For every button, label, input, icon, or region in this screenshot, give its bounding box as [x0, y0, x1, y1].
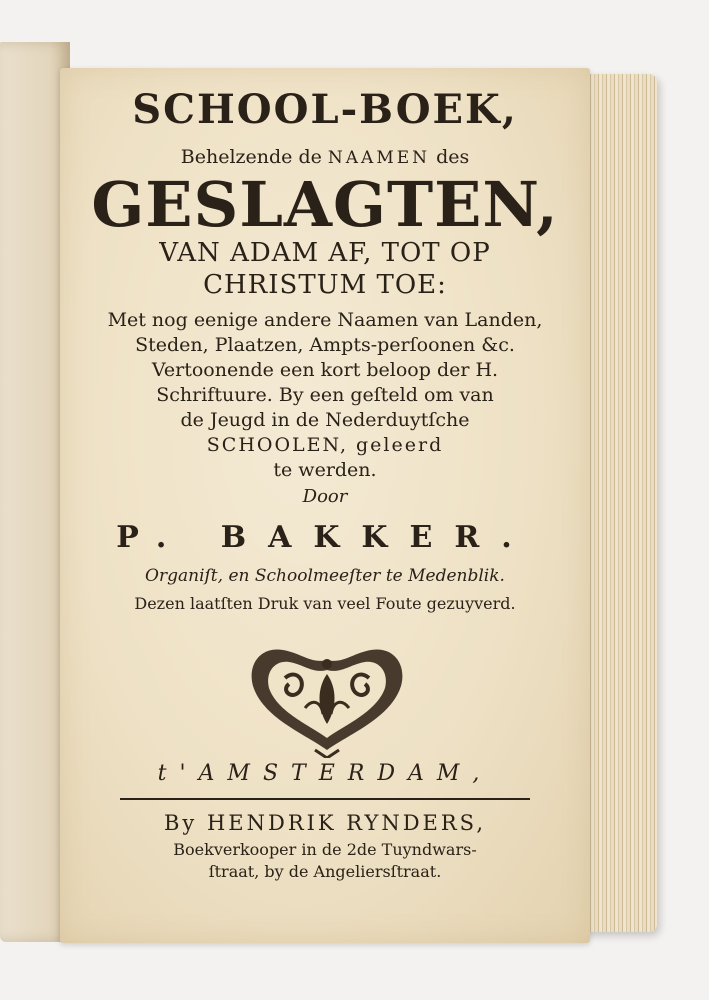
author-name: P. BAKKER. [116, 520, 534, 555]
adam-line-2: CHRISTUM TOE: [203, 270, 447, 300]
adam-line-1: VAN ADAM AF, TOT OP [159, 238, 491, 268]
description-line: Met nog eenige andere Naamen van Landen, [107, 309, 543, 331]
description-line: Vertoonende een kort beloop der H. [151, 359, 499, 381]
door-label: Door [302, 486, 348, 507]
subtitle-caps: NAAMEN [327, 148, 431, 168]
edition-note: Dezen laatſten Druk van veel Foute gezuyverd. [134, 594, 516, 613]
description-line: Schriftuure. By een geſteld om van [156, 384, 494, 406]
description-line: SCHOOLEN, geleerd [206, 434, 444, 456]
subtitle-prefix: Behelzende de [180, 146, 322, 168]
description-line: te werden. [273, 459, 377, 481]
description-block [90, 308, 560, 483]
book-title: SCHOOL-BOEK, [132, 86, 518, 133]
divider-rule [120, 798, 530, 800]
publisher-address-1: Boekverkooper in de 2de Tuyndwars- [173, 840, 477, 859]
book-subtitle [60, 146, 590, 168]
publisher-address-2: ſtraat, by de Angeliersſtraat. [208, 862, 442, 881]
description-line: de Jeugd in de Nederduytſche [180, 409, 470, 431]
main-word: GESLAGTEN, [91, 168, 559, 241]
author-role: Organiſt, en Schoolmeeſter te Medenblik. [145, 566, 505, 586]
city-name: t'AMSTERDAM, [157, 761, 493, 786]
floral-vignette-icon [245, 638, 410, 758]
subtitle-suffix: des [436, 146, 470, 168]
publisher-line: By HENDRIK RYNDERS, [164, 811, 486, 835]
description-line: Steden, Plaatzen, Ampts-perſoonen &c. [135, 334, 515, 356]
title-page [60, 68, 590, 943]
